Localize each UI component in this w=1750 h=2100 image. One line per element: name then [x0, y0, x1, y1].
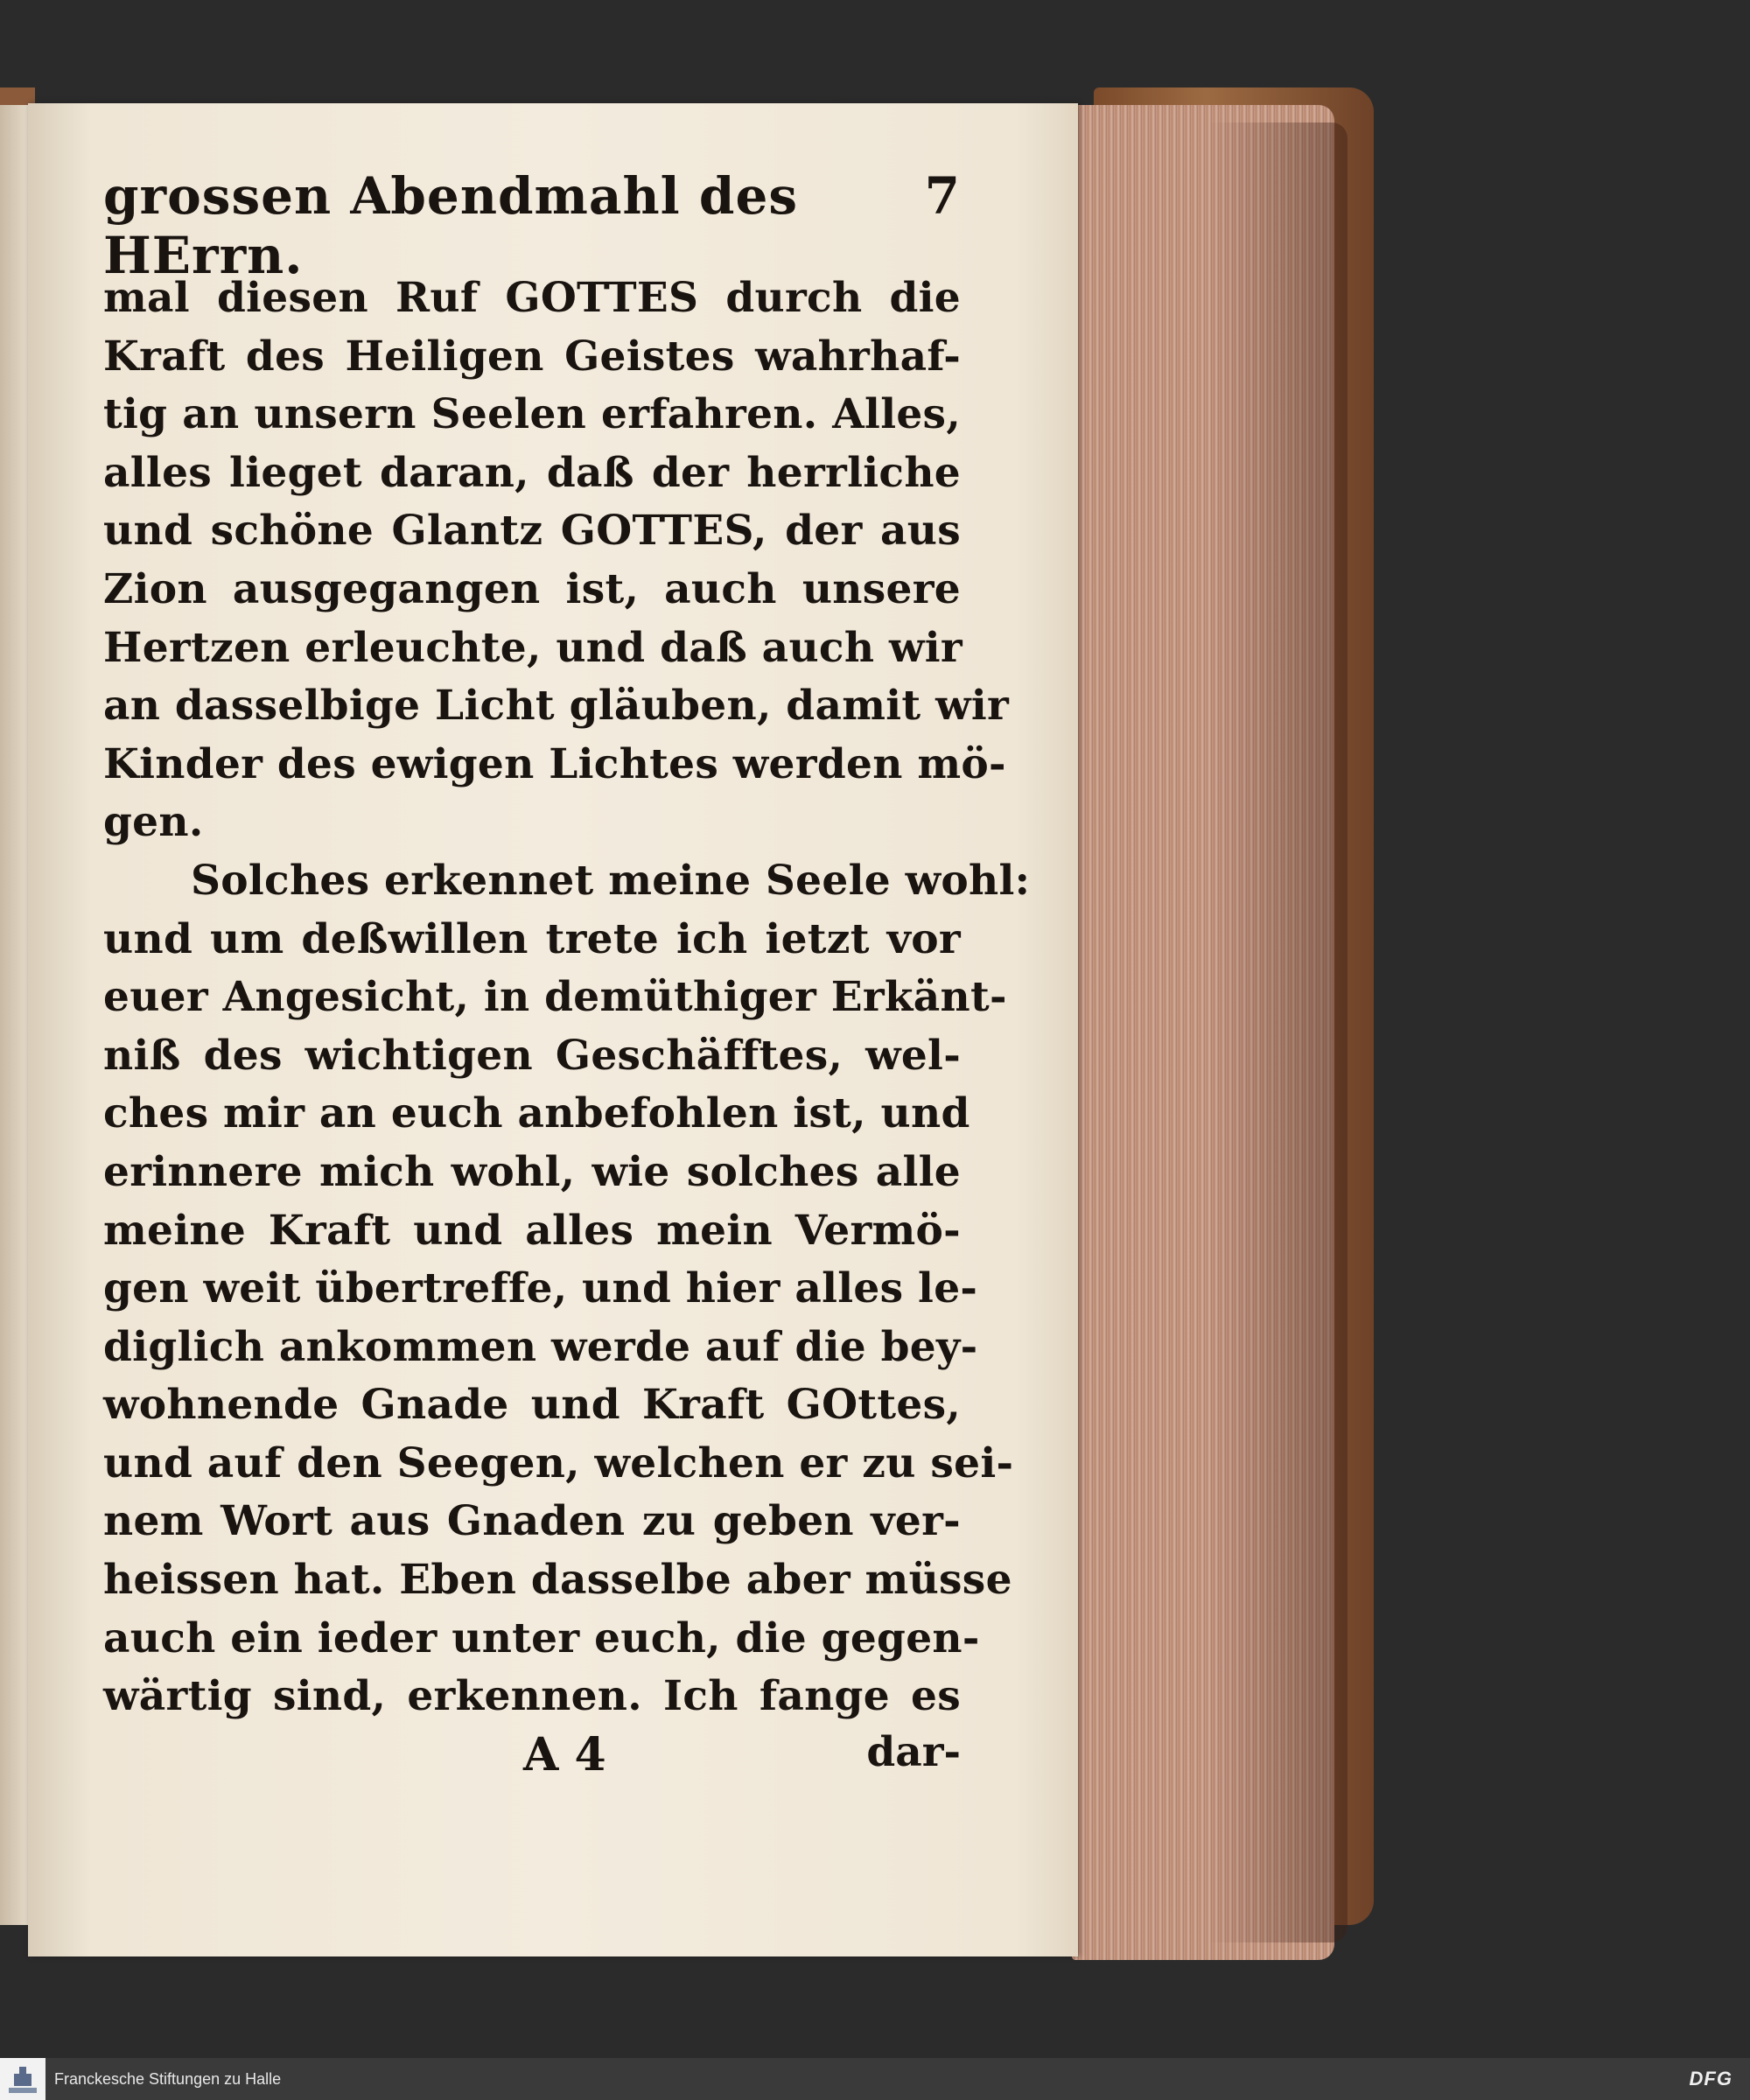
- text-line: und auf den Seegen, welchen er zu sei-: [103, 1438, 1014, 1488]
- text-line: wohnende Gnade und Kraft GOttes,: [103, 1381, 961, 1430]
- text-line: Zion ausgegangen ist, auch unsere: [103, 564, 961, 613]
- catchword: dar-: [866, 1727, 961, 1776]
- text-line: Kinder des ewigen Lichtes werden mö-: [103, 739, 1006, 788]
- text-line: und um deßwillen trete ich ietzt vor: [103, 914, 961, 963]
- text-line: meine Kraft und alles mein Vermö-: [103, 1206, 961, 1255]
- text-line: nem Wort aus Gnaden zu geben ver-: [103, 1497, 961, 1546]
- institution-name: Franckesche Stiftungen zu Halle: [54, 2069, 282, 2088]
- page-number: 7: [924, 166, 961, 226]
- text-line: Hertzen erleuchte, und daß auch wir: [103, 623, 962, 672]
- running-head-title: grossen Abendmahl des HErrn.: [103, 166, 799, 285]
- running-head: [103, 166, 961, 285]
- text-line: an dasselbige Licht gläuben, damit wir: [103, 682, 1010, 731]
- text-line: und schöne Glantz GOTTES, der aus: [103, 507, 961, 556]
- text-line: erinnere mich wohl, wie solches alle: [103, 1147, 961, 1196]
- text-line: gen.: [103, 798, 204, 847]
- text-line: euer Angesicht, in demüthiger Erkänt-: [103, 973, 1007, 1022]
- text-line: tig an unsern Seelen erfahren. Alles,: [103, 390, 961, 439]
- text-line: gen weit übertreffe, und hier alles le-: [103, 1264, 978, 1313]
- text-line: niß des wichtigen Geschäfftes, wel-: [103, 1031, 961, 1080]
- text-block: [103, 166, 1031, 1789]
- signature-mark: A 4: [523, 1727, 606, 1782]
- text-line: ches mir an euch anbefohlen ist, und: [103, 1089, 970, 1138]
- text-line: diglich ankommen werde auf die bey-: [103, 1322, 978, 1371]
- text-line: mal diesen Ruf GOTTES durch die: [103, 274, 961, 322]
- institution-logo: [0, 2058, 46, 2100]
- viewer-footer-bar: [0, 2058, 1750, 2100]
- page-footer: [103, 1728, 961, 1789]
- body-text: [103, 270, 1031, 1726]
- fore-edge-shadow: [1208, 122, 1348, 1942]
- text-line: wärtig sind, erkennen. Ich fange es: [103, 1672, 961, 1721]
- text-line: heissen hat. Eben dasselbe aber müsse: [103, 1556, 1012, 1605]
- facing-page-edge: [0, 105, 30, 1925]
- institution-logo-icon: [7, 2062, 38, 2096]
- text-line: Kraft des Heiligen Geistes wahrhaf-: [103, 332, 961, 381]
- text-line: alles lieget daran, daß der herrliche: [103, 448, 961, 497]
- text-line: Solches erkennet meine Seele wohl:: [191, 856, 1031, 905]
- text-line: auch ein ieder unter euch, die gegen-: [103, 1614, 980, 1662]
- dfg-logo: DFG: [1689, 2068, 1732, 2090]
